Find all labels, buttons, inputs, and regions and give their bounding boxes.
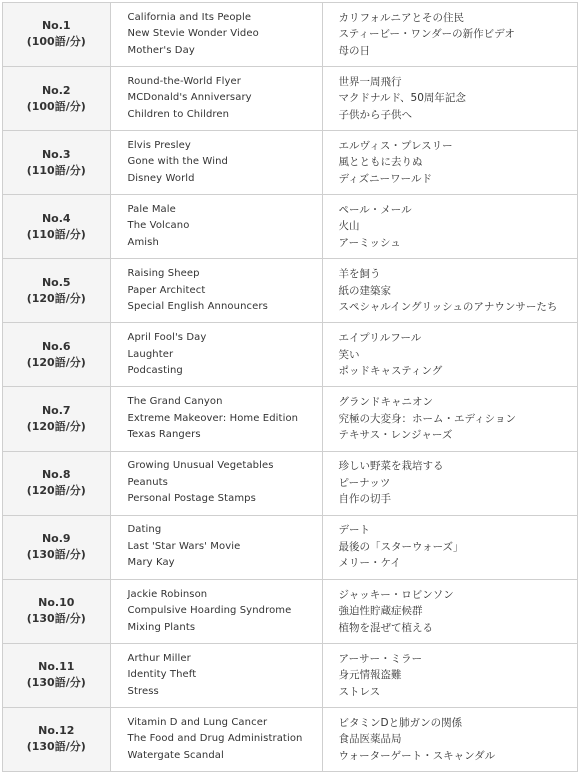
english-title: Children to Children xyxy=(127,108,230,120)
lesson-table-body xyxy=(3,3,577,771)
english-title: Identity Theft xyxy=(127,669,197,681)
japanese-title: 火山 xyxy=(338,220,360,233)
japanese-title: 食品医薬品局 xyxy=(338,733,402,746)
japanese-title: 笑い xyxy=(338,348,360,361)
japanese-title: 身元情報盗難 xyxy=(338,669,402,682)
unit-number: No.6 xyxy=(41,339,71,353)
japanese-title: ストレス xyxy=(338,685,381,698)
japanese-title: 風とともに去りぬ xyxy=(338,156,423,169)
table-row xyxy=(3,643,577,707)
english-title: New Stevie Wonder Video xyxy=(127,28,259,40)
table-row xyxy=(3,66,577,130)
unit-number-cell xyxy=(3,707,110,771)
english-title: Disney World xyxy=(127,172,195,184)
english-title: Laughter xyxy=(127,348,174,360)
table-row xyxy=(3,579,577,643)
english-title: Raising Sheep xyxy=(127,268,200,280)
reading-speed: (110語/分) xyxy=(26,163,86,177)
japanese-title: ピーナッツ xyxy=(338,476,391,489)
english-title: Watergate Scandal xyxy=(127,749,224,761)
unit-number-cell xyxy=(3,131,110,195)
reading-speed: (130語/分) xyxy=(26,676,86,690)
english-title: Stress xyxy=(127,685,159,697)
english-title: Podcasting xyxy=(127,365,183,377)
table-row xyxy=(3,195,577,259)
unit-number-cell xyxy=(3,66,110,130)
japanese-titles-cell xyxy=(322,643,577,707)
japanese-titles-cell xyxy=(322,195,577,259)
table-row xyxy=(3,515,577,579)
reading-speed: (130語/分) xyxy=(26,612,86,626)
reading-speed: (130語/分) xyxy=(26,548,86,562)
japanese-titles-cell xyxy=(322,451,577,515)
english-title: Growing Unusual Vegetables xyxy=(127,460,274,472)
table-row xyxy=(3,131,577,195)
table-row xyxy=(3,259,577,323)
english-titles-cell xyxy=(110,259,322,323)
reading-speed: (110語/分) xyxy=(26,227,86,241)
table-row xyxy=(3,387,577,451)
unit-number-cell xyxy=(3,579,110,643)
english-title: Personal Postage Stamps xyxy=(127,493,256,505)
japanese-titles-cell xyxy=(322,579,577,643)
unit-number: No.3 xyxy=(41,147,71,161)
english-title: Mother's Day xyxy=(127,44,195,56)
english-titles-cell xyxy=(110,387,322,451)
japanese-title: ビタミンDと肺ガンの関係 xyxy=(338,716,463,729)
unit-number: No.12 xyxy=(38,724,75,738)
english-title: Peanuts xyxy=(127,476,168,488)
english-titles-cell xyxy=(110,707,322,771)
japanese-title: カリフォルニアとその住民 xyxy=(338,11,464,24)
english-title: Paper Architect xyxy=(127,284,206,296)
unit-number: No.9 xyxy=(41,532,71,546)
japanese-titles-cell xyxy=(322,3,577,66)
japanese-title: ペール・メール xyxy=(338,203,412,216)
english-title: Elvis Presley xyxy=(127,139,191,151)
reading-speed: (120語/分) xyxy=(26,484,86,498)
japanese-titles-cell xyxy=(322,387,577,451)
english-titles-cell xyxy=(110,131,322,195)
english-titles-cell xyxy=(110,3,322,66)
english-title: The Food and Drug Administration xyxy=(127,733,303,745)
english-title: Jackie Robinson xyxy=(127,588,208,600)
table-row xyxy=(3,451,577,515)
lesson-table xyxy=(3,3,577,771)
english-titles-cell xyxy=(110,579,322,643)
english-title: The Volcano xyxy=(127,220,190,232)
japanese-titles-cell xyxy=(322,131,577,195)
english-title: Compulsive Hoarding Syndrome xyxy=(127,605,292,617)
japanese-title: 世界一周飛行 xyxy=(338,75,402,88)
unit-number-cell xyxy=(3,195,110,259)
japanese-title: テキサス・レンジャーズ xyxy=(338,429,453,442)
table-row xyxy=(3,707,577,771)
unit-number-cell xyxy=(3,451,110,515)
unit-number-cell xyxy=(3,3,110,66)
japanese-title: デート xyxy=(338,524,370,537)
english-title: Vitamin D and Lung Cancer xyxy=(127,716,268,728)
japanese-title: グランドキャニオン xyxy=(338,396,433,409)
unit-number: No.7 xyxy=(41,403,71,417)
english-title: Extreme Makeover: Home Edition xyxy=(127,412,299,424)
japanese-title: 強迫性貯蔵症候群 xyxy=(338,605,423,618)
english-title: Gone with the Wind xyxy=(127,156,228,168)
reading-speed: (120語/分) xyxy=(26,355,86,369)
unit-number-cell xyxy=(3,515,110,579)
japanese-title: 珍しい野菜を栽培する xyxy=(338,460,444,473)
unit-number: No.1 xyxy=(41,19,71,33)
japanese-title: スティービー・ワンダーの新作ビデオ xyxy=(338,28,515,41)
unit-number-cell xyxy=(3,387,110,451)
table-row xyxy=(3,323,577,387)
english-title: Texas Rangers xyxy=(127,429,201,441)
japanese-titles-cell xyxy=(322,323,577,387)
english-title: Dating xyxy=(127,524,162,536)
english-title: The Grand Canyon xyxy=(127,396,223,408)
japanese-title: アーミッシュ xyxy=(338,236,401,249)
english-titles-cell xyxy=(110,323,322,387)
english-title: Pale Male xyxy=(127,203,176,215)
japanese-title: エルヴィス・プレスリー xyxy=(338,139,453,152)
japanese-titles-cell xyxy=(322,707,577,771)
unit-number-cell xyxy=(3,259,110,323)
unit-number: No.8 xyxy=(41,468,71,482)
japanese-title: ウォーターゲート・スキャンダル xyxy=(338,749,496,762)
english-title: Last 'Star Wars' Movie xyxy=(127,540,241,552)
english-title: Special English Announcers xyxy=(127,301,268,313)
reading-speed: (120語/分) xyxy=(26,419,86,433)
reading-speed: (100語/分) xyxy=(26,99,86,113)
english-title: Mary Kay xyxy=(127,557,175,569)
reading-speed: (100語/分) xyxy=(26,35,86,49)
unit-number-cell xyxy=(3,323,110,387)
english-title: California and Its People xyxy=(127,11,252,23)
english-title: Round-the-World Flyer xyxy=(127,75,242,87)
reading-speed: (130語/分) xyxy=(26,740,86,754)
english-titles-cell xyxy=(110,66,322,130)
english-titles-cell xyxy=(110,643,322,707)
unit-number: No.2 xyxy=(41,83,71,97)
lesson-table-frame xyxy=(2,2,578,772)
japanese-title: マクドナルド、50周年記念 xyxy=(338,92,466,105)
english-titles-cell xyxy=(110,195,322,259)
english-title: April Fool's Day xyxy=(127,332,207,344)
reading-speed: (120語/分) xyxy=(26,291,86,305)
japanese-title: 植物を混ぜて植える xyxy=(338,621,433,634)
japanese-titles-cell xyxy=(322,515,577,579)
japanese-title: ディズニーワールド xyxy=(338,172,432,185)
english-title: Arthur Miller xyxy=(127,652,191,664)
japanese-title: 子供から子供へ xyxy=(338,108,412,121)
japanese-title: 羊を飼う xyxy=(338,268,381,281)
japanese-titles-cell xyxy=(322,66,577,130)
japanese-title: メリー・ケイ xyxy=(338,557,401,570)
english-title: MCDonald's Anniversary xyxy=(127,92,252,104)
japanese-title: 究極の大変身：ホーム・エディション xyxy=(338,412,516,425)
unit-number: No.10 xyxy=(38,596,75,610)
japanese-title: ジャッキー・ロビンソン xyxy=(338,588,454,601)
unit-number: No.4 xyxy=(41,211,71,225)
japanese-title: 母の日 xyxy=(338,44,370,57)
unit-number-cell xyxy=(3,643,110,707)
japanese-title: アーサー・ミラー xyxy=(338,652,423,665)
japanese-title: スペシャルイングリッシュのアナウンサーたち xyxy=(338,301,558,314)
japanese-title: 最後の「スターウォーズ」 xyxy=(338,540,464,553)
unit-number: No.11 xyxy=(38,660,75,674)
japanese-title: 自作の切手 xyxy=(338,493,391,506)
unit-number: No.5 xyxy=(41,275,71,289)
english-titles-cell xyxy=(110,515,322,579)
english-title: Amish xyxy=(127,236,159,248)
english-title: Mixing Plants xyxy=(127,621,196,633)
table-row xyxy=(3,3,577,66)
japanese-title: ポッドキャスティング xyxy=(338,365,443,378)
japanese-title: エイプリルフール xyxy=(338,332,422,345)
japanese-title: 紙の建築家 xyxy=(338,284,391,297)
japanese-titles-cell xyxy=(322,259,577,323)
english-titles-cell xyxy=(110,451,322,515)
